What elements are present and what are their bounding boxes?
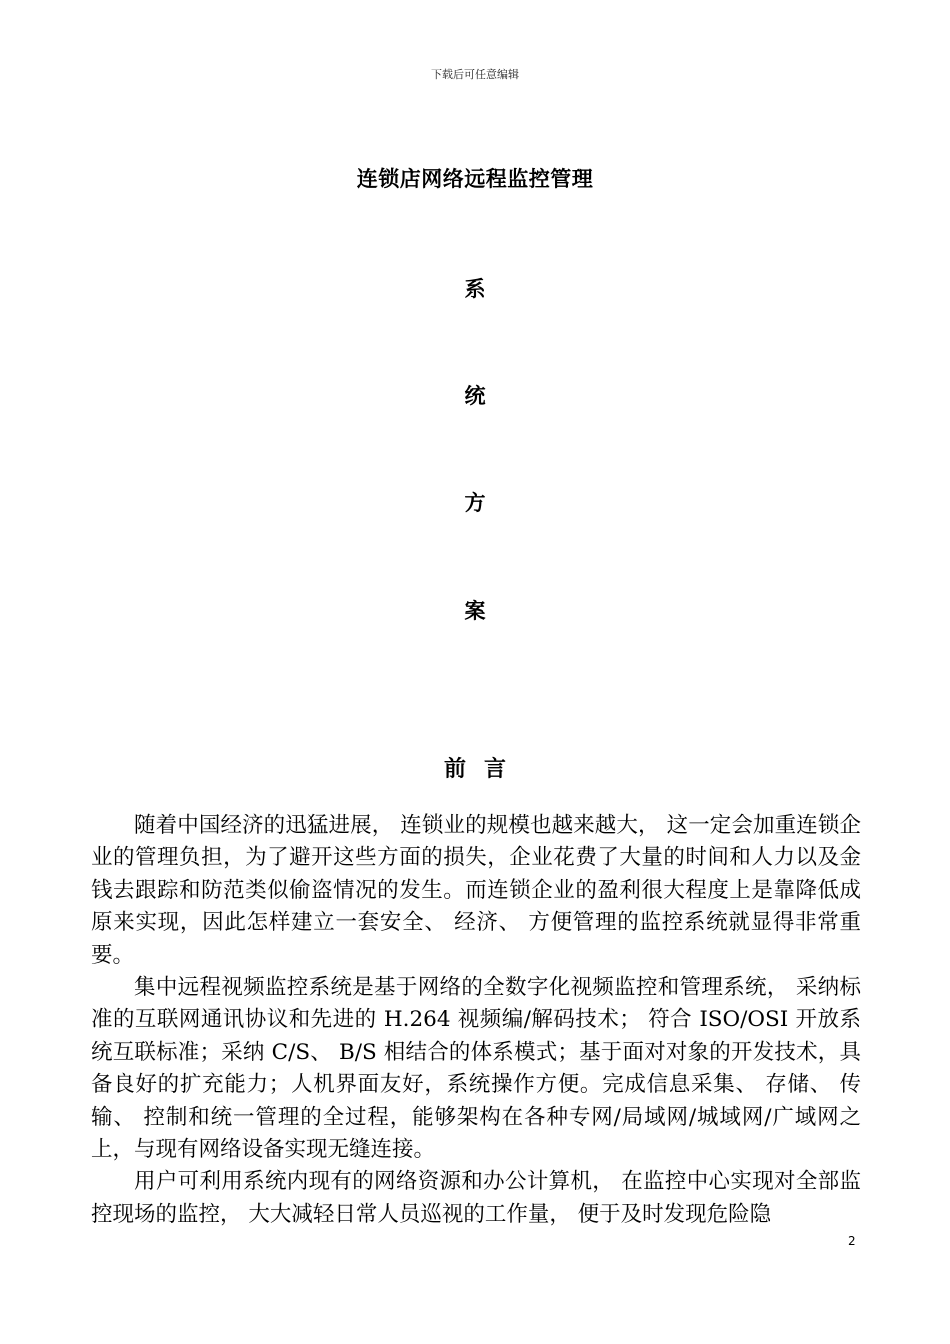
preface-paragraph-3: 用户可利用系统内现有的网络资源和办公计算机， 在监控中心实现对全部监控现场的监控， 大大减轻日常人员巡视的工作量， 便于及时发现危险隐 [91, 1169, 861, 1227]
title-char-4: 案 [464, 599, 486, 623]
title-char-2: 统 [464, 384, 486, 408]
preface-paragraph-2: 集中远程视频监控系统是基于网络的全数字化视频监控和管理系统， 采纳标准的互联网通讯协议和先进的 H.264 视频编/解码技术； 符合 ISO/OSI 开放系统互联标准；采纳 C/S、 B/S 相结合的体系模式；基于面对对象的开发技术，具备良好的扩充能力；人机界面友好，系统操作方便。完成信息采集、 存储、 传输、 控制和统一管理的全过程，能够架构在各种专网/局域网/城域网/广域网之上，与现有网络设备实现无缝连接。 [91, 975, 861, 1163]
header-note: 下载后可任意编辑 [431, 68, 519, 81]
page-number: 2 [848, 1234, 856, 1248]
preface-paragraph-1: 随着中国经济的迅猛进展， 连锁业的规模也越来越大， 这一定会加重连锁企业的管理负担，为了避开这些方面的损失，企业花费了大量的时间和人力以及金钱去跟踪和防范类似偷盗情况的发生。而连锁企业的盈利很大程度上是靠降低成原来实现，因此怎样建立一套安全、 经济、 方便管理的监控系统就显得非常重要。 [91, 813, 861, 968]
title-char-1: 系 [464, 277, 486, 301]
preface-body [91, 810, 861, 1231]
preface-heading: 前言 [443, 757, 524, 782]
document-title: 连锁店网络远程监控管理 [356, 167, 594, 191]
title-char-3: 方 [464, 491, 486, 515]
